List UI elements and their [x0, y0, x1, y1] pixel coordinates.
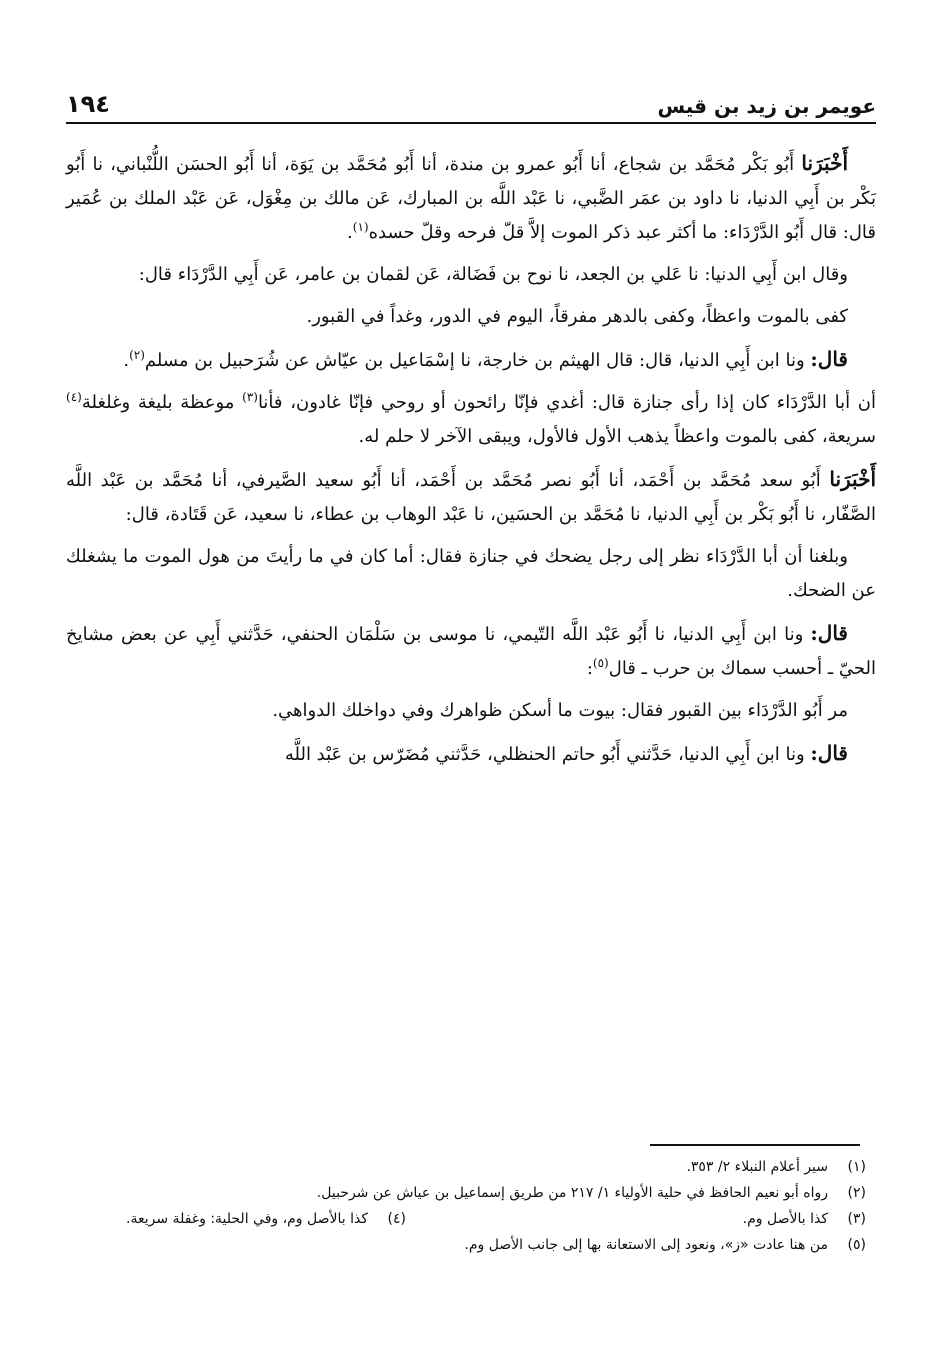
paragraph-text: ونا ابن أَبِي الدنيا، نا أَبُو عَبْد اللَّه التّيمي، نا موسى بن سَلْمَان الحنفي، حَدَّثني أَبِي عن بعض مشايخ الحيّ ـ أحسب سماك بن حرب ـ قال	[66, 624, 876, 679]
lead-word: قال:	[810, 741, 848, 765]
footnote-text: رواه أبو نعيم الحافظ في حلية الأولياء ١/ ٢١٧ من طريق إسماعيل بن عياش عن شرحبيل.	[316, 1185, 828, 1201]
paragraph-9	[66, 694, 876, 728]
paragraph-text: وقال ابن أَبِي الدنيا: نا عَلي بن الجعد، نا نوح بن فَضَالة، عَن لقمان بن عامر، عَن أَبِي الدَّرْدَاء قال:	[138, 264, 848, 285]
footnote-3-4	[66, 1206, 866, 1232]
lead-word: أَخْبَرَنا	[801, 151, 848, 175]
footnote-ref: (١)	[352, 220, 369, 234]
footnote-text: سير أعلام النبلاء ٢/ ٣٥٣.	[686, 1159, 828, 1175]
footnote-2	[66, 1180, 866, 1206]
footnote-1	[66, 1154, 866, 1180]
paragraph-text: ونا ابن أَبِي الدنيا، قال: قال الهيثم بن خارجة، نا إسْمَاعيل بن عيّاش عن شُرَحبيل بن مسلم	[144, 350, 811, 371]
page-number: ١٩٤	[66, 90, 110, 118]
footnote-4	[126, 1206, 406, 1232]
paragraph-text: وبلغنا أن أبا الدَّرْدَاء نظر إلى رجل يضحك في جنازة فقال: أما كان في ما رأيتَ من هول الموت ما يشغلك عن الضحك.	[66, 546, 876, 601]
paragraph-8	[66, 616, 876, 686]
paragraph-4	[66, 342, 876, 378]
paragraph-text: أن أبا الدَّرْدَاء كان إذا رأى جنازة قال: أغدي فإنّا رائحون أو روحي فإنّا غادون، فأنا	[257, 392, 877, 413]
paragraph-tail: موعظة بليغة وغلغلة	[81, 392, 243, 413]
footnote-number: (٣)	[847, 1211, 866, 1227]
paragraph-tail: .	[347, 222, 353, 243]
paragraph-6	[66, 462, 876, 532]
footnote-text: كذا بالأصل وم، وفي الحلية: وغفلة سريعة.	[126, 1211, 368, 1227]
paragraph-tail: :	[586, 658, 593, 679]
footnote-ref: (٥)	[592, 656, 609, 670]
footnote-ref: (٤)	[66, 390, 82, 404]
paragraph-text: أَبُو سعد مُحَمَّد بن أَحْمَد، أنا أَبُو نصر مُحَمَّد بن أَحْمَد، أنا أَبُو سعيد الصَّيرفي، أنا مُحَمَّد بن عَبْد اللَّه الصَّفّار، نا أَبُو بَكْر بن أَبِي الدنيا، نا مُحَمَّد بن الحسَين، نا عَبْد الوهاب بن عطاء، نا سعيد، عَن قَتَادة، قال:	[66, 470, 876, 525]
paragraph-text: كفى بالموت واعظاً، وكفى بالدهر مفرقاً، اليوم في الدور، وغداً في القبور.	[306, 306, 848, 327]
lead-word: قال:	[810, 347, 848, 371]
paragraph-tail: سريعة، كفى بالموت واعظاً يذهب الأول فالأول، ويبقى الآخر لا حلم له.	[358, 426, 876, 447]
paragraph-10	[66, 736, 876, 772]
footnotes	[66, 1154, 866, 1258]
header-rule	[66, 122, 876, 124]
paragraph-5	[66, 386, 876, 454]
paragraph-text: أَبُو بَكْر مُحَمَّد بن شجاع، أنا أَبُو عمرو بن مندة، أنا أَبُو مُحَمَّد بن يَوَة، أنا أَبُو الحسَن اللُّنْباني، نا أَبُو بَكْر بن أَبِي الدنيا، نا داود بن عمَر الضَّبي، نا عَبْد اللَّه بن المبارك، عَن مالك بن مِغْوَل، عَن عَبْد الملك بن عُمَير قال: قال أَبُو الدَّرْدَاء: ما أكثر عبد ذكر الموت إلاَّ قلّ فرحه وقلّ حسده	[66, 154, 876, 243]
page-header	[66, 88, 876, 124]
footnote-text: كذا بالأصل وم.	[742, 1211, 828, 1227]
footnote-ref: (٢)	[129, 348, 145, 362]
footnote-5	[66, 1232, 866, 1258]
running-title: عويمر بن زيد بن قيس	[657, 94, 876, 118]
footnote-number: (٤)	[387, 1211, 406, 1227]
footnote-number: (٥)	[847, 1237, 866, 1253]
paragraph-text: ونا ابن أَبِي الدنيا، حَدَّثني أَبُو حاتم الحنظلي، حَدَّثني مُضَرّس بن عَبْد اللَّه	[284, 744, 811, 765]
main-text	[66, 146, 876, 780]
lead-word: أَخْبَرَنا	[829, 467, 876, 491]
paragraph-7	[66, 540, 876, 608]
footnote-ref: (٣)	[242, 390, 258, 404]
paragraph-2	[66, 258, 876, 292]
paragraph-3	[66, 300, 876, 334]
paragraph-text: مر أَبُو الدَّرْدَاء بين القبور فقال: بيوت ما أسكن ظواهرك وفي دواخلك الدواهي.	[272, 700, 848, 721]
footnote-text: من هنا عادت «ز»، ونعود إلى الاستعانة بها إلى جانب الأصل وم.	[464, 1237, 828, 1253]
footnote-number: (١)	[847, 1159, 866, 1175]
footnote-rule	[650, 1144, 860, 1146]
lead-word: قال:	[810, 621, 848, 645]
paragraph-1	[66, 146, 876, 250]
footnote-number: (٢)	[847, 1185, 866, 1201]
paragraph-tail: .	[123, 350, 130, 371]
